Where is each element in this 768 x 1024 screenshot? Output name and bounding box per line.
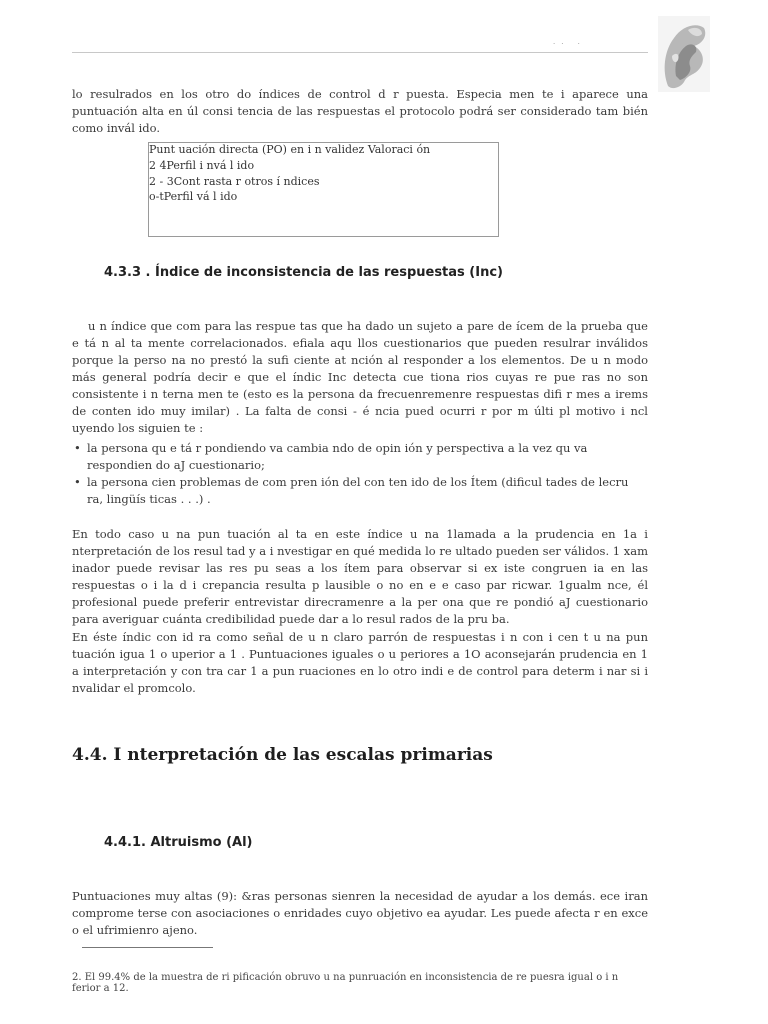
score-table-row: 2 4Perfil i nvá l ido <box>149 159 255 172</box>
score-table-row: 2 - 3Cont rasta r otros í ndices <box>149 175 320 188</box>
inc-paragraph-2: En todo caso u na pun tuación al ta en este índice u na 1lamada a la prudencia en 1a i nterpretación de los resul tad y a i nvestigar en qué medida lo re ultado pueden ser válidos. 1 xam inador puede revisar las res pu seas a los ítem para observar si ex iste congruen ia en las respuestas o i la d i crepancia resulta p lausible o no en e e caso par ricwar. 1gualm nce, él profesional puede preferir entrevistar direcramenre a la per ona que re pondió aJ cuestionario para averiguar cuánta credibilidad puede dar a lo resul rados de la pru ba. <box>72 527 648 626</box>
section-heading-4-4-1: 4.4.1. Altruismo (Al) <box>104 835 253 850</box>
score-table <box>148 142 499 237</box>
score-table-row: o-tPerfil vá l ido <box>149 190 238 203</box>
list-item-text: la persona cien problemas de com pren ión del con ten ido de los Ítem (dificul tades de lecru ra, lingüís ticas . . .) . <box>87 475 629 506</box>
list-item: • la persona qu e tá r pondiendo va cambia ndo de opin ión y perspectiva a la vez qu va respondien do aJ cuestionario; <box>74 441 588 472</box>
intro-paragraph: lo resulrados en los otro do índices de control d r puesta. Especia men te i aparece una puntuación alta en úl consi tencia de las respuestas el protocolo podrá ser considerado tam bién como invál ido. <box>72 87 648 135</box>
inc-bullet-list <box>72 440 648 508</box>
score-table-header: Punt uación directa (PO) en i n validez Valoraci ón <box>149 143 431 156</box>
footnote: 2. El 99.4% de la muestra de ri pificación obruvo u na punruación en inconsistencia de re puesra igual o i n ferior a 12. <box>72 972 619 994</box>
header-rule <box>72 52 648 53</box>
altruism-paragraph: Puntuaciones muy altas (9): &ras personas sienren la necesidad de ayudar a los demás. ece iran comprome terse con asociaciones o enridades cuyo objetivo ea ayudar. Les puede afecta r en exce o el ufrimienro ajeno. <box>72 889 648 937</box>
section-heading-4-3-3: 4.3.3 . Índice de inconsistencia de las respuestas (Inc) <box>104 265 503 280</box>
header-marks: ·· · <box>553 40 586 48</box>
section-heading-4-4: 4.4. I nterpretación de las escalas primarias <box>72 745 493 765</box>
list-item-text: la persona qu e tá r pondiendo va cambia ndo de opin ión y perspectiva a la vez qu va respondien do aJ cuestionario; <box>87 441 588 472</box>
list-item: • la persona cien problemas de com pren ión del con ten ido de los Ítem (dificul tades de lecru ra, lingüís ticas . . .) . <box>74 475 629 506</box>
footnote-rule <box>82 947 213 948</box>
inc-paragraph-3: En éste índic con id ra como señal de u n claro parrón de respuestas i n con i cen t u na pun tuación igua 1 o uperior a 1 . Puntuaciones iguales o u periores a 1O aconsejarán prudencia en 1 a interpretación y con tra car 1 a pun ruaciones en lo otro indi e de control para determ i nar si i nvalidar el promcolo. <box>72 630 648 695</box>
header-logo-image <box>658 16 710 92</box>
inc-paragraph-1: u n índice que com para las respue tas que ha dado un sujeto a pare de ícem de la prueba que e tá n al ta mente correlacionados. efiala aqu llos cuestionarios que pueden resulrar inválidos porque la perso na no prestó la sufi ciente at nción al responder a los elementos. De u n modo más general podría decir e que el índic Inc detecta cue tiona rios cuyas re pue ras no son consistente i n terna men te (esto es la persona da frecuenremenre respuestas difi r mes a irems de conten ido muy imilar) . La falta de consi - é ncia pued ocurri r por m últi pl motivo i ncl uyendo los siguien te : <box>72 319 648 435</box>
